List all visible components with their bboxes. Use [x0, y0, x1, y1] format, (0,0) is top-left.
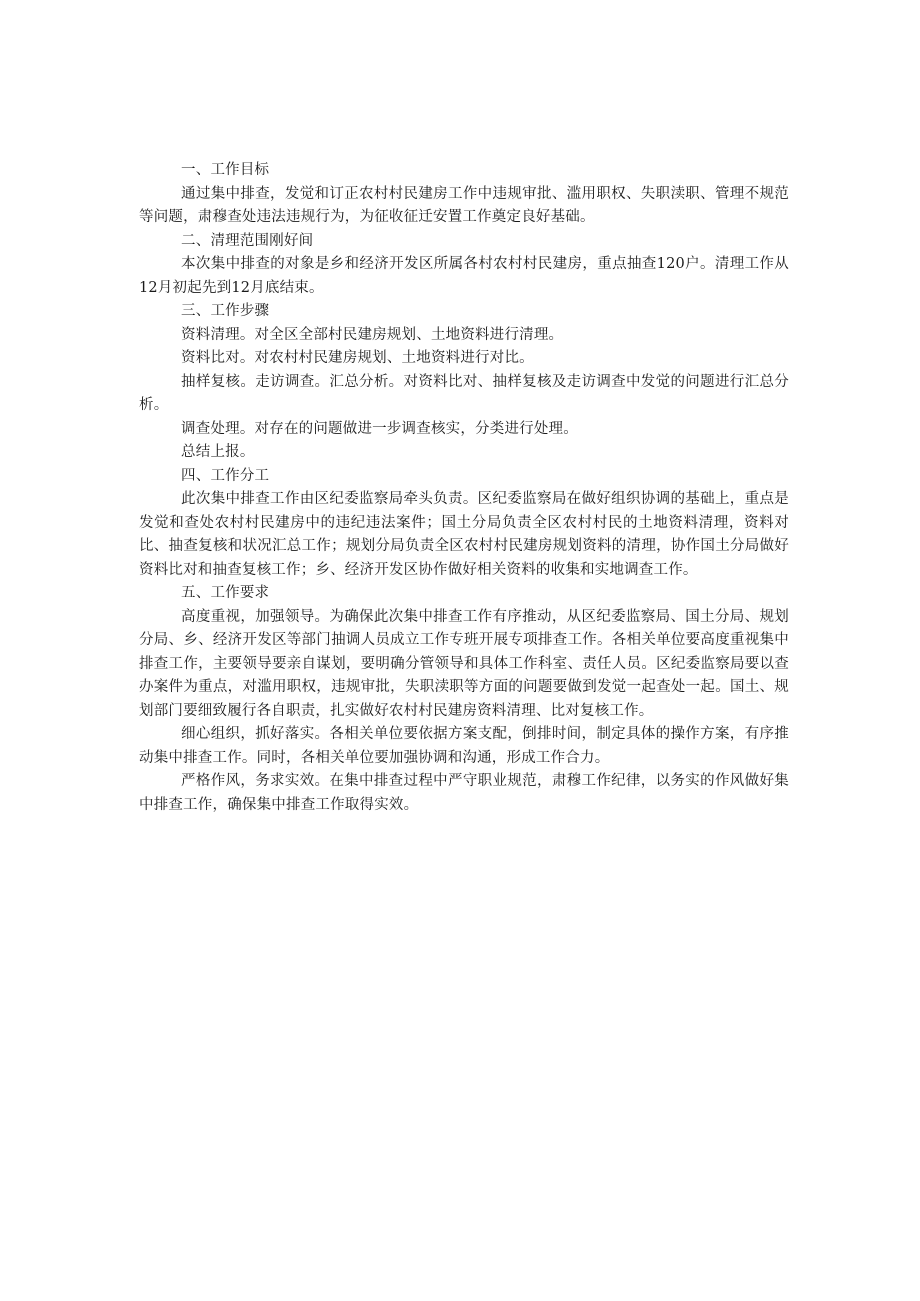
paragraph-step-data-cleanup: 资料清理。对全区全部村民建房规划、土地资料进行清理。 — [181, 326, 564, 343]
heading-work-requirements: 五、工作要求 — [181, 585, 270, 601]
paragraph-division-of-work: 此次集中排查工作由区纪委监察局牵头负责。区纪委监察局在做好组织协调的基础上，重点是发觉和查处农村村民建房中的违纪违法案件；国土分局负责全区农村村民的土地资料清理，资料对比、抽查复核和状况汇总工作；规划分局负责全区农村村民建房规划资料的清理，协作国土分局做好资料比对和抽查复核工作；乡、经济开发区协作做好相关资料的收集和实地调查工作。 — [139, 491, 789, 578]
heading-scope-and-time: 二、清理范围刚好间 — [181, 232, 314, 249]
paragraph-requirement-leadership: 高度重视，加强领导。为确保此次集中排查工作有序推动，从区纪委监察局、国土分局、规划分局、乡、经济开发区等部门抽调人员成立工作专班开展专项排查工作。各相关单位要高度重视集中排查工作，主要领导要亲自谋划，要明确分管领导和具体工作科室、责任人员。区纪委监察局要以查办案件为重点，对滥用职权，违规审批，失职渎职等方面的问题要做到发觉一起查处一起。国土、规划部门要细致履行各自职责，扎实做好农村村民建房资料清理、比对复核工作。 — [139, 608, 789, 719]
paragraph-step-data-comparison: 资料比对。对农村村民建房规划、土地资料进行对比。 — [181, 350, 534, 366]
paragraph-step-sample-review: 抽样复核。走访调查。汇总分析。对资料比对、抽样复核及走访调查中发觉的问题进行汇总分析。 — [139, 373, 789, 413]
document-page — [139, 159, 789, 817]
paragraph-step-summary-report: 总结上报。 — [181, 444, 255, 460]
paragraph-requirement-discipline: 严格作风，务求实效。在集中排查过程中严守职业规范，肃穆工作纪律，以务实的作风做好集中排查工作，确保集中排查工作取得实效。 — [139, 773, 789, 813]
paragraph-scope-and-time: 本次集中排查的对象是乡和经济开发区所属各村农村村民建房，重点抽查120户。清理工作从12月初起先到12月底结束。 — [139, 256, 789, 296]
paragraph-requirement-organization: 细心组织，抓好落实。各相关单位要依据方案支配，倒排时间，制定具体的操作方案，有序推动集中排查工作。同时，各相关单位要加强协调和沟通，形成工作合力。 — [139, 726, 789, 766]
heading-work-goal: 一、工作目标 — [181, 162, 270, 178]
heading-division-of-work: 四、工作分工 — [181, 467, 270, 484]
paragraph-step-investigation: 调查处理。对存在的问题做进一步调查核实，分类进行处理。 — [181, 420, 578, 437]
paragraph-work-goal: 通过集中排查，发觉和订正农村村民建房工作中违规审批、滥用职权、失职渎职、管理不规范等问题，肃穆查处违法违规行为，为征收征迁安置工作奠定良好基础。 — [139, 185, 789, 225]
heading-work-steps: 三、工作步骤 — [181, 303, 270, 319]
